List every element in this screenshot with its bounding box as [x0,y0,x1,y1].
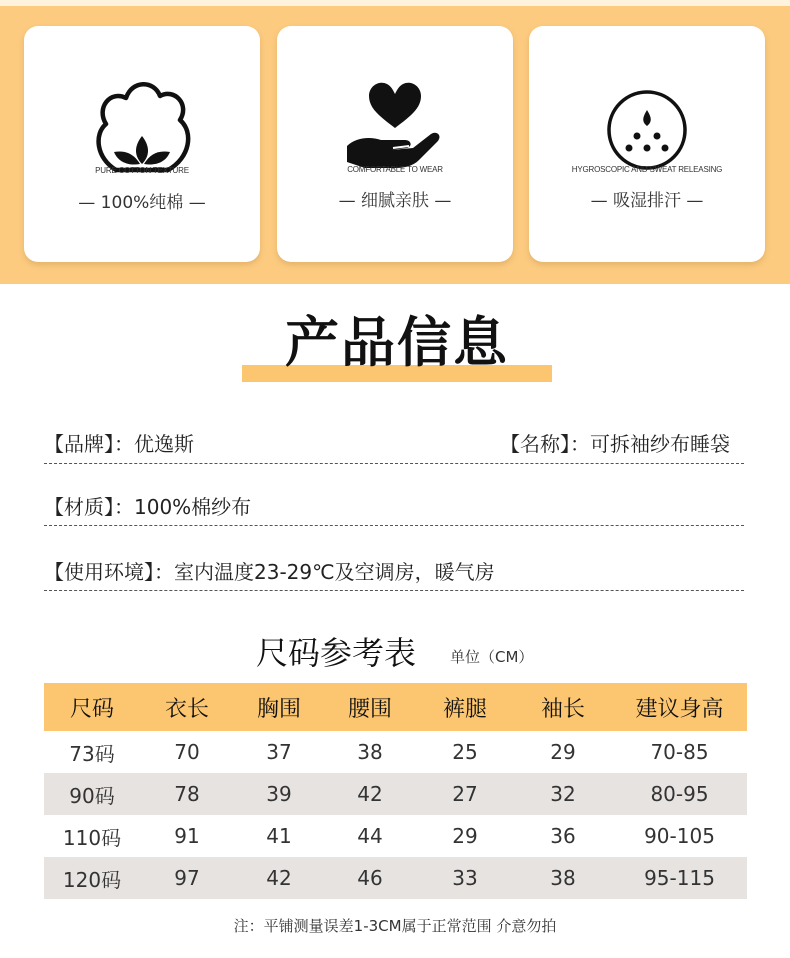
table-cell: 70-85 [650,740,709,764]
measurement-note: 注：平铺测量误差1-3CM属于正常范围 介意勿拍 [233,917,557,935]
table-cell: 91 [174,824,200,848]
table-cell: 29 [452,824,478,848]
table-cell: 120码 [44,857,140,899]
table-cell: 36 [550,824,576,848]
feature-en-label: HYGROSCOPIC AND SWEAT RELEASING [571,165,723,174]
table-cell: 33 [416,857,514,899]
size-table-title: 尺码参考表 [256,634,417,672]
environment-field: 【使用环境】：室内温度23-29℃及空调房，暖气房 [44,560,495,584]
table-cell: 46 [324,857,416,899]
column-header: 衣长 [140,683,234,731]
table-cell: 90码 [44,773,140,815]
section-title-text: 产品信息 [285,311,509,374]
table-cell: 70 [174,740,200,764]
heart-hand-icon [335,74,455,174]
table-cell: 110码 [62,825,122,850]
table-row [44,815,747,857]
table-cell: 73码 [69,741,115,766]
cotton-boll-icon [82,74,202,174]
table-cell: 25 [452,740,478,764]
dashed-divider [44,463,744,464]
table-cell: 41 [266,824,292,848]
table-cell: 27 [416,773,514,815]
size-table-unit: 单位（CM） [450,648,534,666]
table-cell: 90-105 [644,824,715,848]
dashed-divider [44,590,744,591]
feature-band [0,0,790,284]
feature-card-cotton [24,26,260,262]
dashed-divider [44,525,744,526]
column-header: 胸围 [234,683,324,731]
info-row-brand-name [44,428,744,468]
table-cell: 95-115 [612,857,747,899]
column-header: 建议身高 [612,683,747,731]
table-cell: 42 [234,857,324,899]
table-cell: 44 [357,824,383,848]
table-cell: 29 [550,740,576,764]
table-cell: 39 [234,773,324,815]
feature-en-label: COMFORTABLE TO WEAR [347,165,443,174]
water-drop-dots-icon [587,74,707,174]
size-table-heading [256,628,576,672]
table-cell: 80-95 [612,773,747,815]
name-field: 【名称】：可拆袖纱布睡袋 [500,432,730,456]
feature-card-comfort [277,26,513,262]
column-header: 尺码 [44,683,140,731]
feature-card-hygroscopic [529,26,765,262]
brand-field: 【品牌】：优逸斯 [44,432,194,456]
column-header: 裤腿 [416,683,514,731]
table-cell: 42 [324,773,416,815]
feature-cn-label: — 吸湿排汗 — [590,191,704,211]
feature-en-label: PURE COTTON TEXTURE [95,166,189,175]
section-title [242,308,552,382]
material-field: 【材质】：100%棉纱布 [44,495,252,519]
column-header: 腰围 [324,683,416,731]
table-row [44,857,747,899]
table-cell: 37 [266,740,292,764]
feature-cn-label: — 100%纯棉 — [78,193,206,213]
table-cell: 32 [514,773,612,815]
table-row [44,731,747,773]
column-header: 袖长 [514,683,612,731]
table-cell: 38 [357,740,383,764]
size-table-header-row [44,683,747,731]
feature-cn-label: — 细腻亲肤 — [338,191,452,211]
table-row [44,773,747,815]
table-cell: 97 [140,857,234,899]
table-cell: 38 [514,857,612,899]
size-table [44,683,747,899]
table-cell: 78 [140,773,234,815]
band-top-stripe [0,0,790,6]
